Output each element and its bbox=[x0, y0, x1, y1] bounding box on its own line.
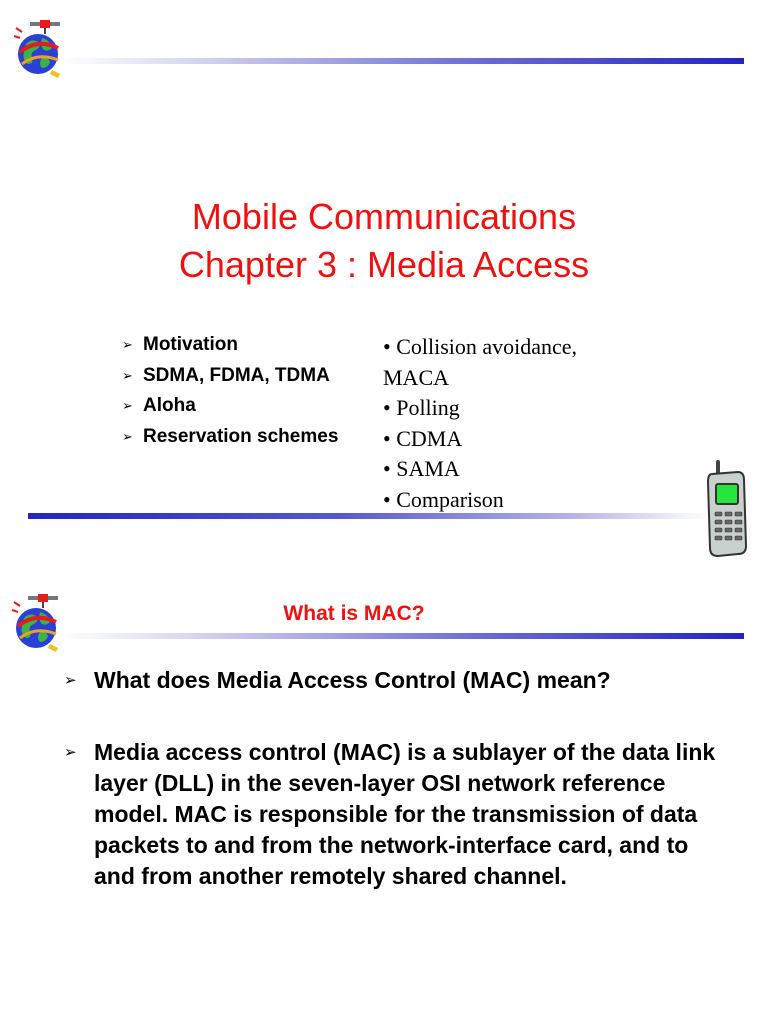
topic-item: • Comparison bbox=[383, 486, 504, 512]
slide-title-line-2: Chapter 3 : Media Access bbox=[178, 244, 590, 285]
topic-item: ➢ Aloha bbox=[122, 391, 338, 422]
topic-item: • Collision avoidance, MACA bbox=[383, 334, 578, 390]
arrow-bullet-icon: ➢ bbox=[122, 428, 133, 444]
topic-item: ➢ SDMA, FDMA, TDMA bbox=[122, 361, 338, 392]
header-rule bbox=[62, 633, 744, 639]
topic-item: ➢ Reservation schemes bbox=[122, 422, 338, 453]
slide-title-line-1: Mobile Communications bbox=[191, 196, 577, 237]
bullet-text: Media access control (MAC) is a sublayer of the data link layer (DLL) in the seven-layer OSI network reference model. MAC is responsible for the transmission of data packets to and from the network-interface card, and to and from another remotely shared channel. bbox=[94, 739, 716, 889]
topic-item: • CDMA bbox=[383, 425, 463, 451]
arrow-bullet-icon: ➢ bbox=[64, 672, 77, 689]
footer-rule bbox=[28, 513, 708, 519]
section-title: What is MAC? bbox=[283, 602, 425, 625]
topics-list-right bbox=[383, 332, 628, 515]
arrow-bullet-icon: ➢ bbox=[64, 744, 77, 761]
topic-item: ➢ Motivation bbox=[122, 330, 338, 361]
bullet-text: What does Media Access Control (MAC) mean? bbox=[94, 667, 611, 693]
topics-list-left bbox=[122, 330, 338, 452]
arrow-bullet-icon: ➢ bbox=[122, 337, 133, 352]
globe-satellite-icon bbox=[12, 18, 64, 80]
mobile-phone-icon bbox=[704, 458, 750, 558]
topic-item: • Polling bbox=[383, 395, 460, 420]
arrow-bullet-icon: ➢ bbox=[122, 398, 133, 413]
header-rule bbox=[62, 58, 744, 64]
topic-item: • SAMA bbox=[383, 456, 460, 481]
arrow-bullet-icon: ➢ bbox=[122, 367, 133, 383]
what-is-mac-slide bbox=[0, 574, 768, 1024]
